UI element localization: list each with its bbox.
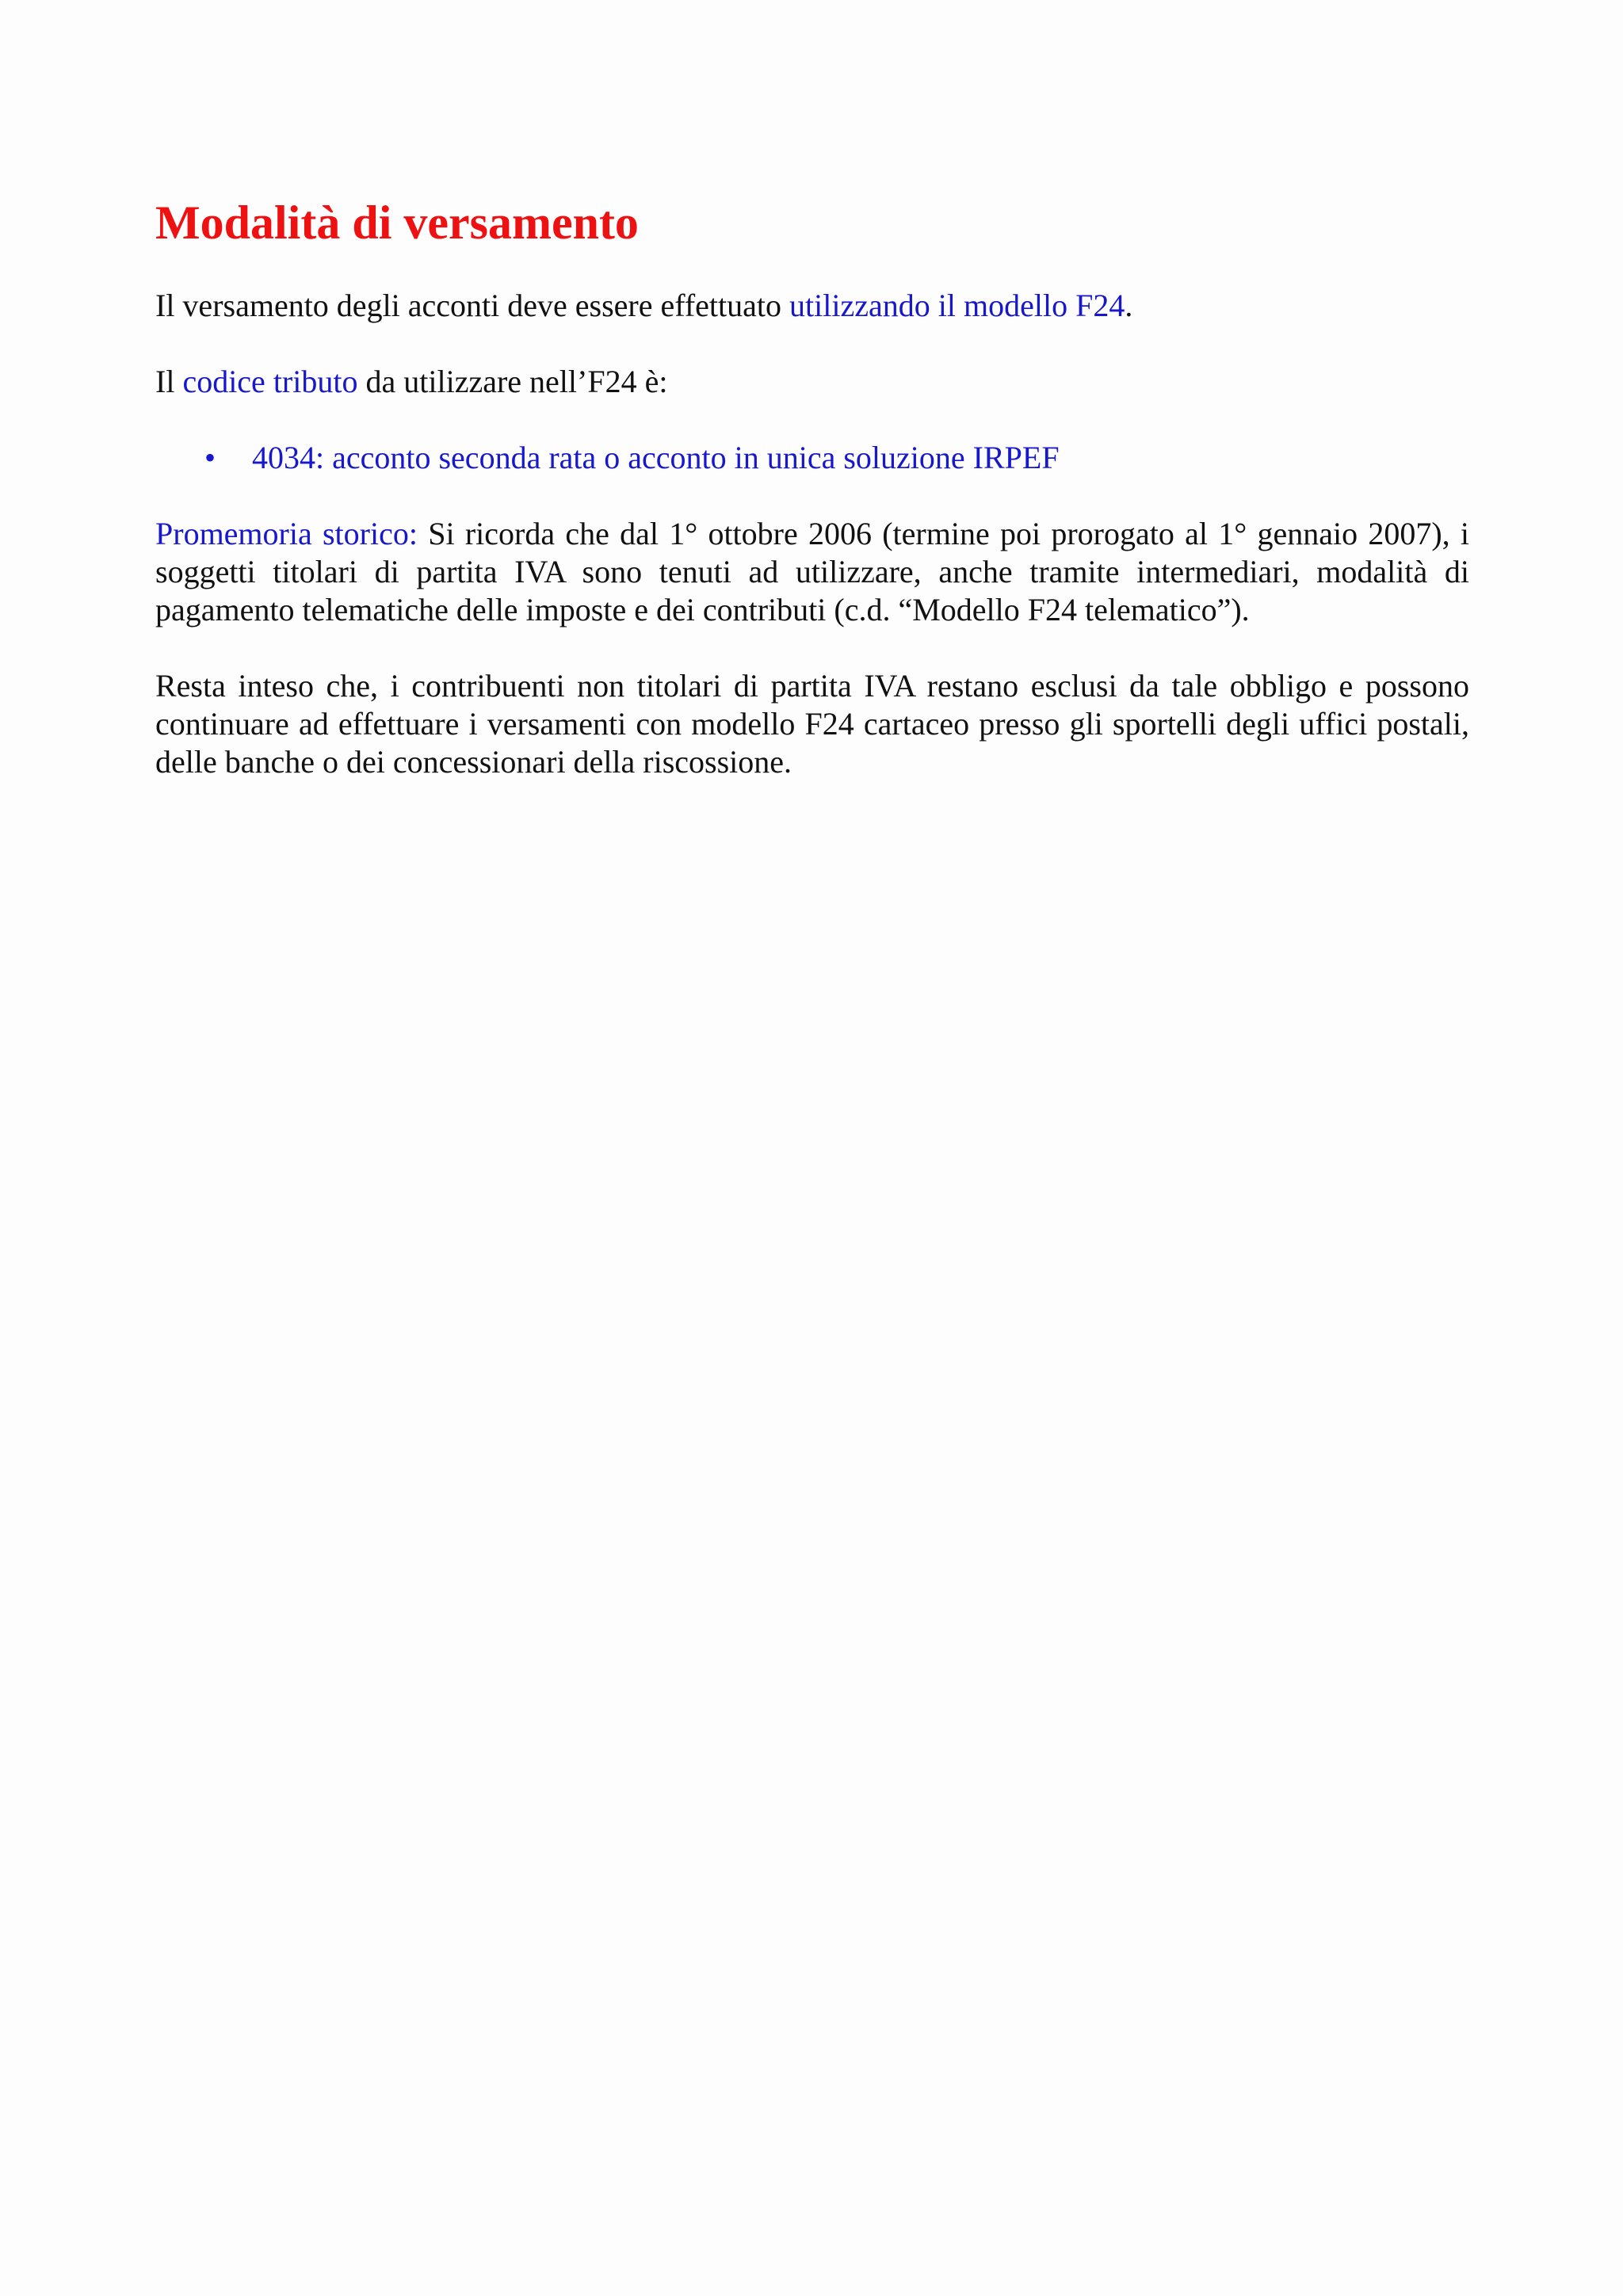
paragraph-end: . (1125, 288, 1133, 323)
paragraph-end: da utilizzare nell’F24 è: (357, 364, 668, 399)
list-item-text: 4034: acconto seconda rata o acconto in unica soluzione IRPEF (252, 440, 1060, 475)
f24-model-link[interactable]: utilizzando il modello F24 (789, 288, 1125, 323)
tax-code-list (155, 439, 1469, 477)
list-item (204, 439, 1469, 477)
page-title: Modalità di versamento (155, 196, 639, 249)
reminder-text: Si ricorda che dal 1° ottobre 2006 (termine poi prorogato al 1° gennaio 2007), i soggetti titolari di partita IVA sono tenuti ad utilizzare, anche tramite intermediari, modalità di pagamento telematiche delle imposte e dei contributi (c.d. “Modello F24 telematico”). (155, 516, 1469, 627)
tax-code-link[interactable]: codice tributo (182, 364, 358, 399)
document-content (155, 193, 1469, 819)
paragraph-start: Il (155, 364, 183, 399)
paragraph-non-vat-holders: Resta inteso che, i contribuenti non titolari di partita IVA restano esclusi da tale obbligo e possono continuare ad effettuare i versamenti con modello F24 cartaceo presso gli sportelli degli uffici postali, delle banche o dei concessionari della riscossione. (155, 668, 1469, 780)
paragraph-payment-method (155, 287, 1469, 325)
paragraph-historical-reminder (155, 515, 1469, 629)
paragraph-tax-code (155, 363, 1469, 401)
paragraph-text: Il versamento degli acconti deve essere effettuato (155, 288, 790, 323)
reminder-label: Promemoria storico: (155, 516, 418, 551)
bullet-icon: • (204, 440, 216, 475)
